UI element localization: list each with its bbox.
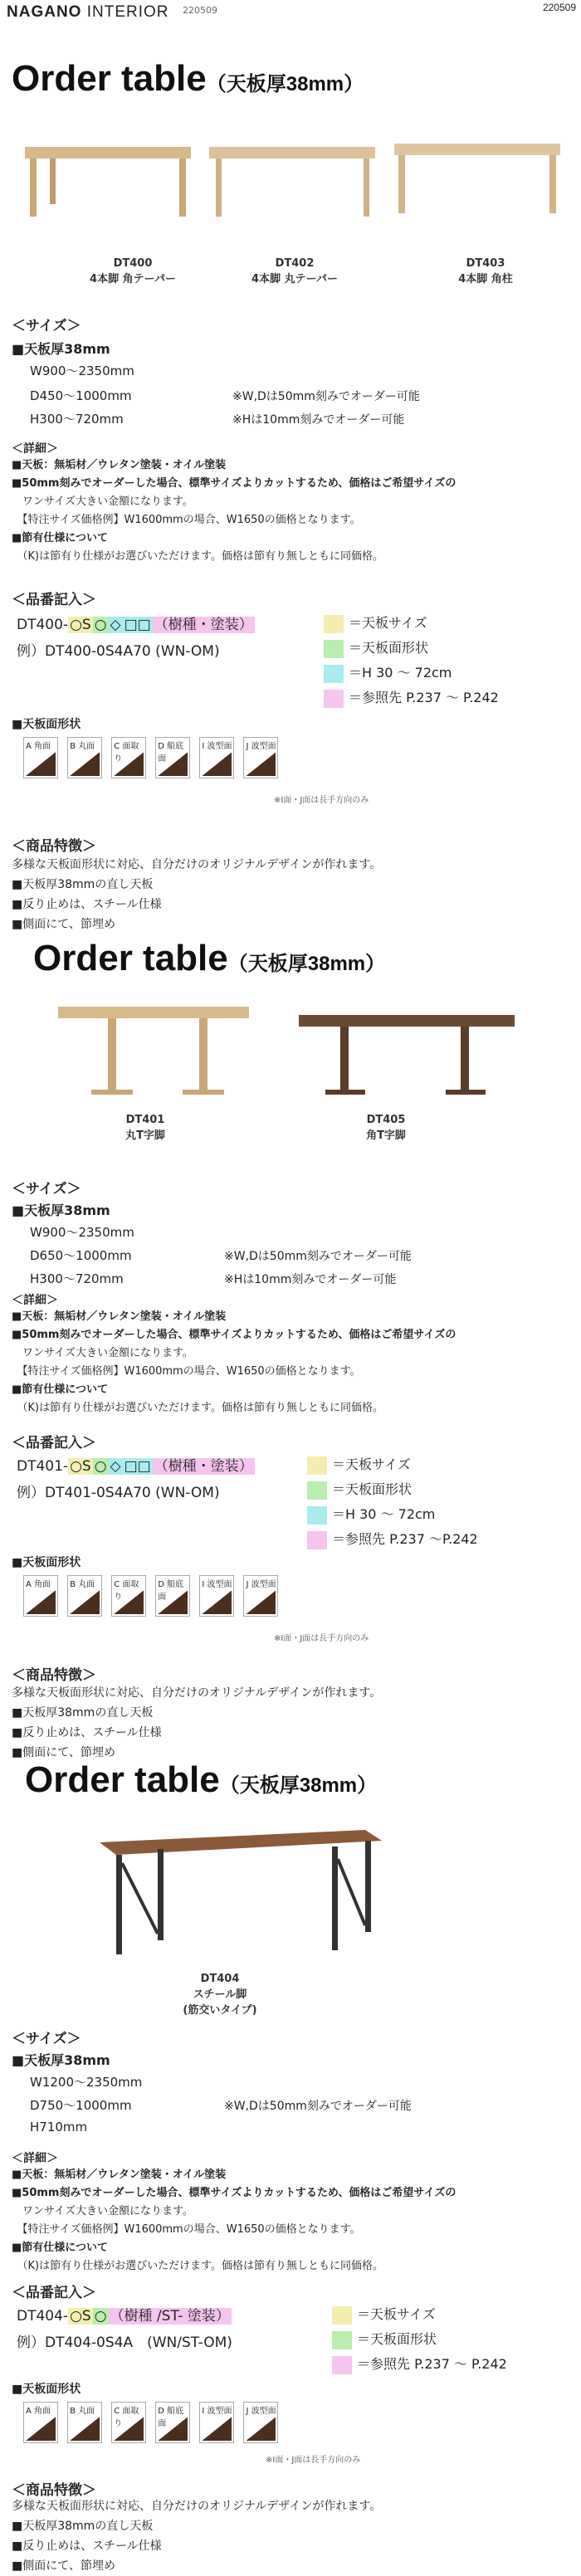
features-list-2: 多様な天板面形状に対応、自分だけのオリジナルデザインが作れます。 ■天板厚38mmの直し天板 ■反り止めは、スチール仕様 ■側面にて、節埋め: [12, 1686, 382, 1759]
shape-a: A 角面: [23, 2402, 58, 2443]
section3-title: Order table（天板厚38mm）: [25, 1759, 378, 1800]
order-heading: ＜品番記入＞: [12, 592, 96, 608]
detail-block-3: ■天板：無垢材／ウレタン塗装・オイル塗装 ■50mm刻みでオーダーした場合、標準サイズよりカットするため、価格はご希望サイズの ワンサイズ大きい金額になります。 【特注サイズ価格例】W1600mmの場合、W1650の価格となります。 ■節有仕様について （K)は節有り仕様がお選びいただけます。価格は節有り無しともに同価格。: [12, 2169, 456, 2272]
legend-2: ＝天板サイズ ＝天板面形状 ＝H 30 ～ 72cm ＝参照先 P.237 ～P.242: [307, 1454, 478, 1554]
height-range-3: H710mm: [30, 2120, 88, 2134]
product-caption-dt401: DT401 丸T字脚: [125, 1114, 165, 1142]
dt404-table-image: [91, 1826, 390, 1967]
features-heading-2: ＜商品特徴＞: [12, 1667, 96, 1684]
size-heading-2: ＜サイズ＞: [12, 1181, 81, 1198]
features-heading-3: ＜商品特徴＞: [12, 2482, 96, 2499]
order-example-3: 例）DT404-0S4A (WN/ST-OM): [17, 2334, 232, 2351]
product-caption-dt402: DT402 4本脚 丸テーパー: [251, 257, 338, 285]
dt405-table-image: [299, 1015, 515, 1095]
shape-b: B 丸面: [67, 1575, 102, 1617]
width-range: W900～2350mm: [30, 363, 134, 378]
shape-i: I 波型面: [199, 2402, 234, 2443]
features-list: 多様な天板面形状に対応、自分だけのオリジナルデザインが作れます。 ■天板厚38mmの直し天板 ■反り止めは、スチール仕様 ■側面にて、節埋め: [12, 858, 382, 931]
shape-a: A 角面: [23, 737, 58, 778]
thickness-label-3: ■天板厚38mm: [12, 2052, 110, 2068]
depth-note-3: ※W,Dは50mm刻みでオーダー可能: [224, 2100, 412, 2113]
shape-d: D 船底面: [155, 737, 190, 778]
legend-3: ＝天板サイズ ＝天板面形状 ＝参照先 P.237 ～ P.242: [332, 2304, 507, 2378]
shape-i: I 波型面: [199, 1575, 234, 1617]
shape-note: ※I面・J面は長手方向のみ: [274, 796, 369, 805]
shape-note-2: ※I面・J面は長手方向のみ: [274, 1634, 369, 1643]
height-range: H300～720mm: [30, 412, 124, 427]
order-heading-2: ＜品番記入＞: [12, 1435, 96, 1451]
order-heading-3: ＜品番記入＞: [12, 2285, 96, 2301]
depth-range-2: D650～1000mm: [30, 1248, 132, 1263]
shape-c: C 面取り: [111, 2402, 146, 2443]
height-note: ※Hは10mm刻みでオーダー可能: [232, 413, 405, 427]
depth-note: ※W,Dは50mm刻みでオーダー可能: [232, 390, 420, 403]
dt401-table-image: [58, 1007, 249, 1095]
shape-c: C 面取り: [111, 1575, 146, 1617]
shape-b: B 丸面: [67, 2402, 102, 2443]
section2-title: Order table（天板厚38mm）: [33, 938, 386, 978]
shape-heading-2: ■天板面形状: [12, 1556, 81, 1569]
brand-logo: NAGANO INTERIOR: [7, 3, 169, 21]
size-heading-3: ＜サイズ＞: [12, 2031, 81, 2047]
shape-c: C 面取り: [111, 737, 146, 778]
shape-heading: ■天板面形状: [12, 718, 81, 731]
shape-a: A 角面: [23, 1575, 58, 1617]
shape-d: D 船底面: [155, 2402, 190, 2443]
height-range-2: H300～720mm: [30, 1271, 124, 1286]
depth-range-3: D750～1000mm: [30, 2098, 132, 2113]
shape-b: B 丸面: [67, 737, 102, 778]
page-code: 220509: [542, 2, 576, 13]
detail-heading: ＜詳細＞: [12, 442, 58, 456]
product-caption-dt405: DT405 角T字脚: [366, 1114, 406, 1142]
shape-heading-3: ■天板面形状: [12, 2383, 81, 2396]
detail-heading-3: ＜詳細＞: [12, 2152, 58, 2165]
shape-j: J 波型面: [243, 1575, 278, 1617]
product-caption-dt403: DT403 4本脚 角柱: [458, 257, 513, 285]
order-example: 例）DT400-0S4A70 (WN-OM): [17, 643, 220, 660]
order-code-line: DT400- ○S ○ ◇ □□ （樹種・塗装）: [17, 617, 253, 633]
order-code-line-2: DT401- ○S ○ ◇ □□ （樹種・塗装）: [17, 1458, 253, 1475]
shape-note-3: ※I面・J面は長手方向のみ: [266, 2456, 361, 2465]
detail-block-2: ■天板：無垢材／ウレタン塗装・オイル塗装 ■50mm刻みでオーダーした場合、標準サイズよりカットするため、価格はご希望サイズの ワンサイズ大きい金額になります。 【特注サイズ価格例】W1600mmの場合、W1650の価格となります。 ■節有仕様について （K)は節有り仕様がお選びいただけます。価格は節有り無しともに同価格。: [12, 1310, 456, 1414]
page-code-mid: 220509: [183, 5, 217, 16]
shape-i: I 波型面: [199, 737, 234, 778]
dt403-table-image: [394, 144, 560, 213]
section2-product-images: [58, 1000, 523, 1116]
features-list-3: 多様な天板面形状に対応、自分だけのオリジナルデザインが作れます。 ■天板厚38mmの直し天板 ■反り止めは、スチール仕様 ■側面にて、節埋め: [12, 2500, 382, 2573]
dt402-table-image: [209, 147, 375, 217]
legend-1: ＝天板サイズ ＝天板面形状 ＝H 30 ～ 72cm ＝参照先 P.237 ～ P.242: [324, 612, 499, 712]
depth-range: D450～1000mm: [30, 388, 132, 403]
depth-note-2: ※W,Dは50mm刻みでオーダー可能: [224, 1250, 412, 1263]
height-note-2: ※Hは10mm刻みでオーダー可能: [224, 1273, 397, 1286]
order-example-2: 例）DT401-0S4A70 (WN-OM): [17, 1485, 220, 1501]
thickness-label-2: ■天板厚38mm: [12, 1203, 110, 1218]
section1-title: Order table（天板厚38mm）: [12, 58, 364, 99]
width-range-3: W1200～2350mm: [30, 2075, 143, 2090]
features-heading: ＜商品特徴＞: [12, 838, 96, 855]
shape-d: D 船底面: [155, 1575, 190, 1617]
shape-swatches-2: [23, 1575, 283, 1620]
thickness-label: ■天板厚38mm: [12, 341, 110, 357]
shape-swatches-1: [23, 737, 283, 782]
size-heading: ＜サイズ＞: [12, 318, 81, 334]
width-range-2: W900～2350mm: [30, 1225, 134, 1240]
dt400-table-image: [25, 147, 191, 217]
shape-j: J 波型面: [243, 737, 278, 778]
product-caption-dt404: DT404 スチール脚 (筋交いタイプ): [183, 1973, 257, 2017]
detail-heading-2: ＜詳細＞: [12, 1294, 58, 1307]
product-caption-dt400: DT400 4本脚 角テーパー: [90, 257, 176, 285]
order-code-line-3: DT404- ○S ○ （樹種 /ST- 塗装）: [17, 2308, 230, 2325]
detail-block: ■天板：無垢材／ウレタン塗装・オイル塗装 ■50mm刻みでオーダーした場合、標準サイズよりカットするため、価格はご希望サイズの ワンサイズ大きい金額になります。 【特注サイズ価格例】W1600mmの場合、W1650の価格となります。 ■節有仕様について （K)は節有り仕様がお選びいただけます。価格は節有り無しともに同価格。: [12, 459, 456, 563]
shape-swatches-3: [23, 2402, 283, 2447]
section1-product-images: [17, 137, 564, 237]
shape-j: J 波型面: [243, 2402, 278, 2443]
